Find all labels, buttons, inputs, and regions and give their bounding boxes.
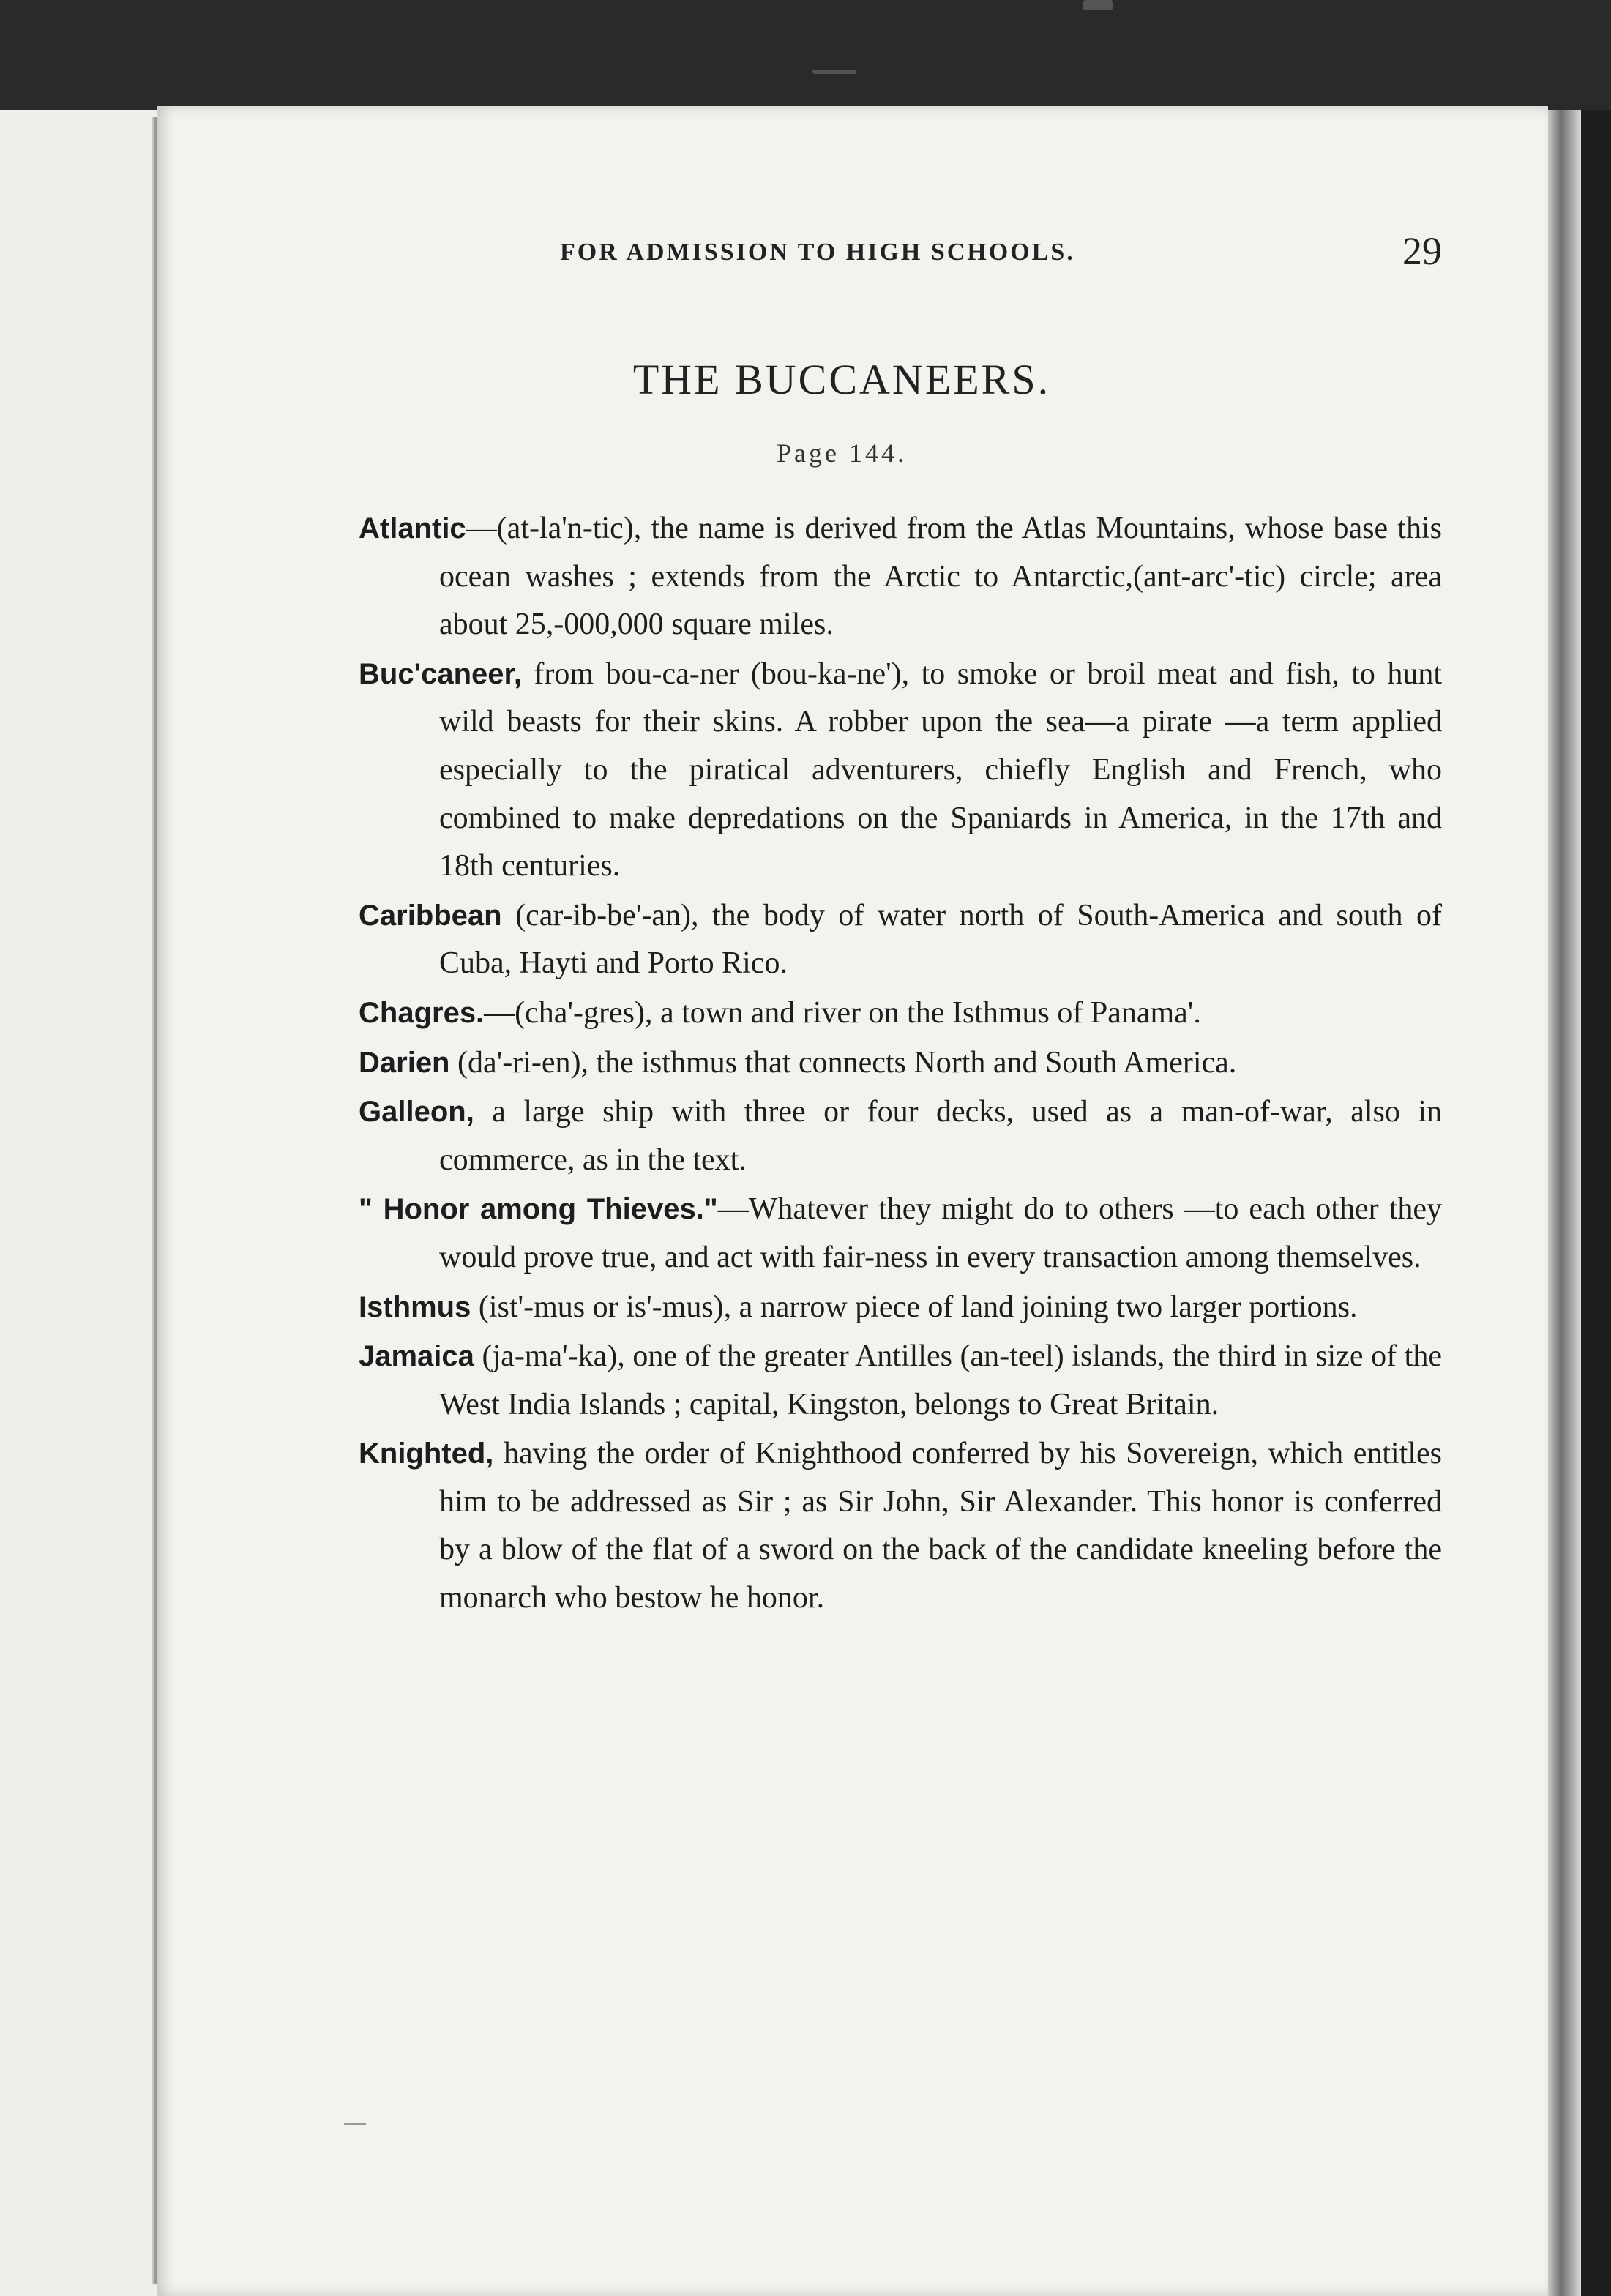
glossary-entry [359, 1333, 1442, 1429]
entry-term: Caribbean [359, 899, 502, 932]
entry-term: Atlantic [359, 512, 466, 545]
entry-term: Buc'caneer, [359, 657, 522, 690]
entry-term: Isthmus [359, 1290, 471, 1323]
glossary-entry [359, 651, 1442, 891]
entry-text: (ist'-mus or is'-mus), a narrow piece of land joining two larger portions. [471, 1290, 1358, 1324]
entry-term: " Honor among Thieves." [359, 1193, 718, 1226]
page-reference: Page 144. [777, 438, 907, 468]
facing-page-edge [0, 110, 157, 2296]
page-edge-right [1548, 110, 1581, 2296]
entry-text: —(cha'-gres), a town and river on the Isthmus of Panama'. [484, 995, 1201, 1030]
glossary-entry [359, 1430, 1442, 1622]
glossary-entry [359, 1284, 1442, 1332]
glossary-entry [359, 990, 1442, 1038]
entry-text: (ja-ma'-ka), one of the greater Antilles (an-teel) islands, the third in size of the West India Islands ; capital, Kingston, belongs to Great Britain. [439, 1339, 1442, 1421]
entry-text: —(at-la'n-tic), the name is derived from the Atlas Mountains, whose base this ocean washes ; extends from the Arctic to Antarctic,(ant-arc'-tic) circle; area about 25,-000,000 square miles. [439, 512, 1442, 642]
glossary-entry [359, 1186, 1442, 1282]
entry-term: Jamaica [359, 1340, 474, 1373]
entry-term: Chagres. [359, 996, 485, 1029]
scan-mark [344, 2123, 366, 2125]
scan-mark [812, 70, 856, 74]
entry-term: Darien [359, 1046, 450, 1079]
entry-term: Galleon, [359, 1096, 474, 1129]
running-head [560, 229, 1442, 277]
entry-text: (da'-ri-en), the isthmus that connects North and South America. [449, 1045, 1237, 1080]
glossary-entry [359, 1039, 1442, 1088]
glossary-entry [359, 1088, 1442, 1184]
scan-background [0, 0, 1611, 110]
entry-text: a large ship with three or four decks, used as a man-of-war, also in commerce, as in the text. [439, 1095, 1442, 1177]
glossary-entry [359, 892, 1442, 988]
running-head-title: FOR ADMISSION TO HIGH SCHOOLS. [560, 239, 1075, 266]
entry-text: (car-ib-be'-an), the body of water north of South-America and south of Cuba, Hayti and Porto Rico. [439, 898, 1442, 981]
section-title: THE BUCCANEERS. [632, 356, 1051, 403]
entry-text: —Whatever they might do to others —to each other they would prove true, and act with fair-ness in every transaction among themselves. [439, 1192, 1442, 1274]
entry-text: having the order of Knighthood conferred by his Sovereign, which entitles him to be addressed as Sir ; as Sir John, Sir Alexander. This honor is conferred by a blow of the flat of a sword on the back of the candidate kneeling before the monarch who bestow he honor. [439, 1437, 1442, 1615]
entry-term: Knighted, [359, 1437, 494, 1470]
scan-mark [1083, 0, 1113, 10]
glossary-entries [359, 505, 1442, 1624]
page-number: 29 [1402, 229, 1442, 273]
glossary-entry [359, 505, 1442, 649]
entry-text: from bou-ca-ner (bou-ka-ne'), to smoke or broil meat and fish, to hunt wild beasts for their skins. A robber upon the sea—a pirate —a term applied especially to the piratical adventurers, chiefly English and French, who combined to make depredations on the Spaniards in America, in the 17th and 18th centuries. [439, 657, 1442, 883]
